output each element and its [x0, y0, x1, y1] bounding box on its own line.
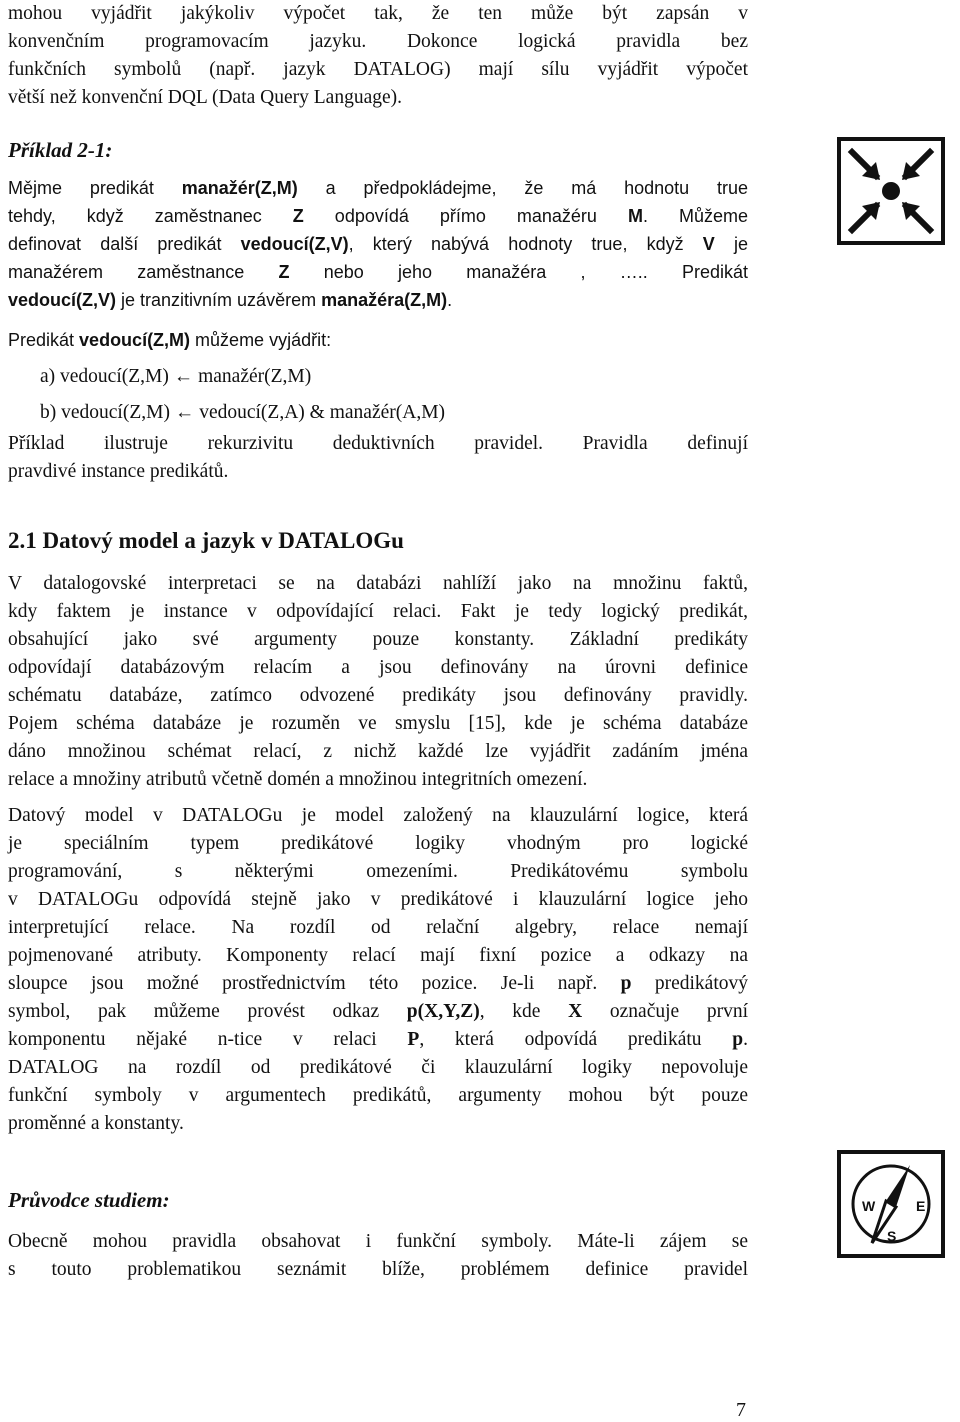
rule-a: a) vedoucí(Z,M) ← manažér(Z,M): [40, 366, 312, 387]
text-line: dáno množinou schémat relací, z nichž každé lze vyjádřit zadáním jména: [8, 741, 748, 762]
text-line: v DATALOGu odpovídá stejně jako v predikátové i klauzulární logice jeho: [8, 889, 748, 910]
compass-east-label: E: [916, 1198, 926, 1214]
compass-west-label: W: [862, 1198, 876, 1214]
datalog-interpretation-paragraph: [8, 570, 748, 794]
text-line: manažérem zaměstnance Z nebo jeho manažéra , ….. Predikát: [8, 262, 748, 282]
text-line: relace a množiny atributů včetně domén a množinou integritních omezení.: [8, 769, 588, 790]
page-number: 7: [736, 1399, 746, 1421]
study-guide-heading: Průvodce studiem:: [8, 1188, 170, 1212]
text-line: konvenčním programovacím jazyku. Dokonce logická pravidla bez: [8, 31, 748, 52]
text-line: proměnné a konstanty.: [8, 1113, 184, 1134]
text-line: definovat další predikát vedoucí(Z,V), který nabývá hodnoty true, když V je: [8, 234, 748, 254]
text-line: mohou vyjádřit jakýkoliv výpočet tak, že ten může být zapsán v: [8, 3, 748, 24]
text-line: DATALOG na rozdíl od predikátové či klauzulární logiky nepovoluje: [8, 1057, 748, 1078]
text-line: Obecně mohou pravidla obsahovat i funkční symboly. Máte-li zájem se: [8, 1231, 748, 1252]
rule-b: b) vedoucí(Z,M) ← vedoucí(Z,A) & manažér(A,M): [40, 402, 446, 423]
text-line: Datový model v DATALOGu je model založený na klauzulární logice, která: [8, 805, 748, 826]
text-line: schématu databáze, zatímco odvozené predikáty jsou definovány pravidly.: [8, 685, 748, 706]
text-line: větší než konvenční DQL (Data Query Language).: [8, 87, 402, 108]
compass-icon: [836, 1149, 946, 1259]
text-line: odpovídají databázovým relacím a jsou definovány na úrovni definice: [8, 657, 748, 678]
example-heading: Příklad 2-1:: [8, 138, 113, 162]
text-line: V datalogovské interpretaci se na databázi nahlíží jako na množinu faktů,: [8, 573, 748, 594]
summary-paragraph: [8, 430, 748, 486]
intro-paragraph: [8, 0, 748, 112]
text-line: Příklad ilustruje rekurzivitu deduktivních pravidel. Pravidla definují: [8, 433, 748, 454]
text-line: kdy faktem je instance v odpovídající relaci. Fakt je tedy logický predikát,: [8, 601, 748, 622]
data-model-paragraph: [8, 802, 748, 1138]
compass-south-label: S: [887, 1228, 897, 1244]
rules-list: [40, 359, 740, 431]
text-line: je speciálním typem predikátové logiky vhodným pro logické: [8, 833, 748, 854]
text-line: interpretující relace. Na rozdíl od relační algebry, relace nemají: [8, 917, 748, 938]
text-line: programování, s některými omezeními. Predikátovému symbolu: [8, 861, 748, 882]
text-line: vedoucí(Z,V) je tranzitivním uzávěrem manažéra(Z,M).: [8, 290, 453, 310]
study-guide-paragraph: [8, 1228, 748, 1284]
text-line: Pojem schéma databáze je rozuměn ve smyslu [15], kde je schéma databáze: [8, 713, 748, 734]
section-heading: 2.1 Datový model a jazyk v DATALOGu: [8, 528, 404, 553]
text-line: obsahující jako své argumenty pouze konstanty. Základní predikáty: [8, 629, 748, 650]
example-paragraph: [8, 174, 748, 314]
text-line: tehdy, když zaměstnanec Z odpovídá přímo manažéru M. Můžeme: [8, 206, 748, 226]
text-line: s touto problematikou seznámit blíže, problémem definice pravidel: [8, 1259, 748, 1280]
text-line: Mějme predikát manažér(Z,M) a předpokládejme, že má hodnotu true: [8, 178, 748, 198]
text-line: sloupce jsou možné prostřednictvím této pozice. Je-li např. p predikátový: [8, 973, 748, 994]
converging-arrows-icon: [836, 136, 946, 246]
text-line: funkčních symbolů (např. jazyk DATALOG) mají sílu vyjádřit výpočet: [8, 59, 748, 80]
text-line: symbol, pak můžeme provést odkaz p(X,Y,Z), kde X označuje první: [8, 1001, 748, 1022]
express-line: Predikát vedoucí(Z,M) můžeme vyjádřit:: [8, 330, 332, 350]
text-line: pojmenované atributy. Komponenty relací mají fixní pozice a odkazy na: [8, 945, 748, 966]
text-line: pravdivé instance predikátů.: [8, 461, 229, 482]
text-line: funkční symboly v argumentech predikátů, argumenty mohou být pouze: [8, 1085, 748, 1106]
text-line: komponentu nějaké n-tice v relaci P, která odpovídá predikátu p.: [8, 1029, 748, 1050]
